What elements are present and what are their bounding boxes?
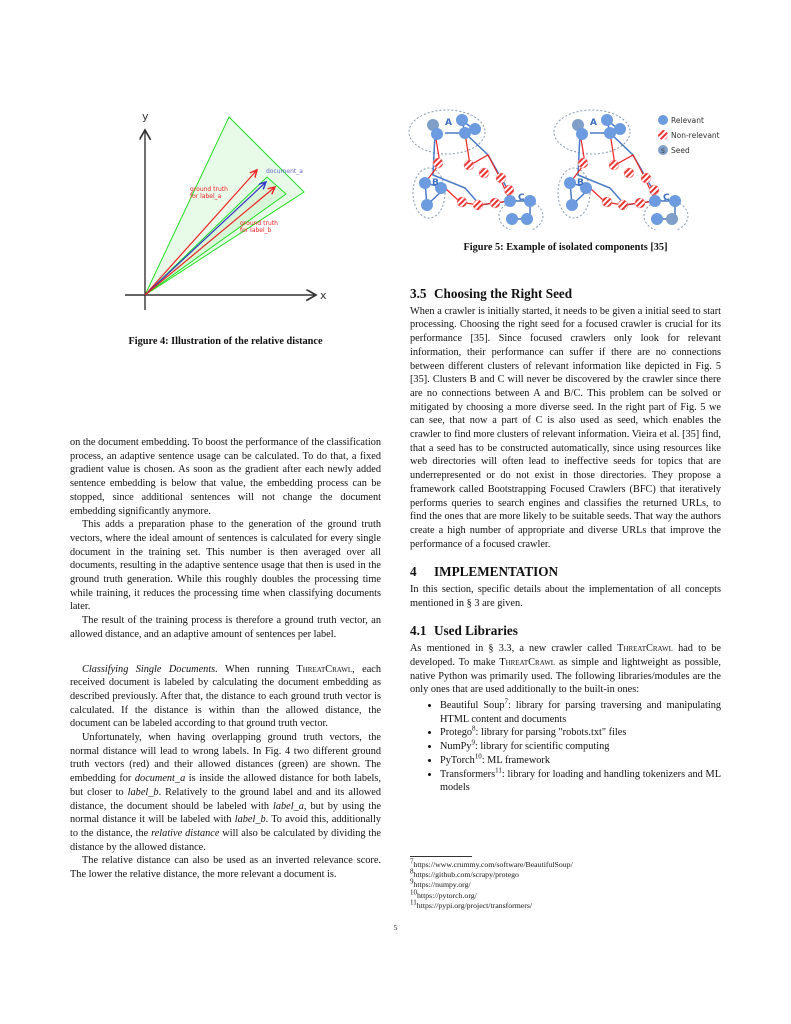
svg-text:C: C <box>518 193 525 203</box>
page-number: 5 <box>393 923 398 932</box>
svg-text:Relevant: Relevant <box>671 116 704 125</box>
svg-text:Seed: Seed <box>671 146 690 155</box>
svg-text:x: x <box>320 289 327 302</box>
list-item: • Beautiful Soup$^7$: library for parsing traversing and manipulating HTML content and documents <box>440 699 721 726</box>
section-heading: 4.1 Used Libraries <box>410 623 518 639</box>
svg-text:C: C <box>663 193 670 203</box>
section-heading: 4 IMPLEMENTATION <box>410 564 559 580</box>
library-list <box>410 699 721 795</box>
svg-text:for label_b: for label_b <box>240 227 272 234</box>
paragraph: In this section, specific details about the implementation of all concepts mentioned in § 3 are given. <box>410 584 721 609</box>
footnotes <box>410 857 721 911</box>
svg-text:for label_a: for label_a <box>190 193 222 200</box>
paragraph: The relative distance can also be used as an inverted relevance score. The lower the relative distance, the more relevant a document is. <box>70 855 381 881</box>
paragraph: As mentioned in § 3.3, a new crawler called ThreatCrawl had to be developed. To make ThreatCrawl as simple and lightweight as possible, native Python was primarily used. The following libraries/modules are the only ones that are used additionally to the built-in ones: <box>410 643 721 696</box>
list-item: • Protego$^8$: library for parsing "robots.txt" files <box>440 726 721 740</box>
list-item: • PyTorch$^{10}$: ML framework <box>440 754 721 768</box>
paragraph: on the document embedding. To boost the performance of the classification process, an adaptive sentence usage can be calculated. To do that, a fixed gradient value is chosen. As soon as the gradient after each newly added sentence embedding is below that value, the embedding process can be stopped, since additional sentences will not change the document embedding significantly anymore. <box>70 437 381 517</box>
figure-5-diagram <box>405 105 725 230</box>
figure-5-caption: Figure 5: Example of isolated components [35] <box>463 242 668 253</box>
left-column <box>70 436 381 882</box>
section-heading: 3.5 Choosing the Right Seed <box>410 286 573 301</box>
paragraph: The result of the training process is therefore a ground truth vector, an allowed distance, and an adaptive amount of sentences per label. <box>70 615 381 640</box>
svg-text:S: S <box>661 148 665 155</box>
svg-text:B: B <box>432 178 439 188</box>
figure-5-legend <box>658 115 720 155</box>
footnote: $^7$https://www.crummy.com/software/BeautifulSoup/ <box>410 857 573 869</box>
footnote: $^9$https://numpy.org/ <box>410 877 471 890</box>
svg-text:B: B <box>577 178 584 188</box>
paragraph: When a crawler is initially started, it needs to be given a initial seed to start processing. Choosing the right seed for a focused crawler is crucial for its performance [35]. Since focused crawlers only look for relevant information, their performance can suffer if there are no connections between different clusters of relevant information like depicted in Fig. 5 [35]. Clusters B and C will never be discovered by the crawler since there are no connections between A and B/C. This problem can be solved or mitigated by choosing a more diverse seed. In the right part of Fig. 5 we can see, that now a part of C is also used as seed, which enables the crawler to find more clusters of relevant information. Vieira et al. [35] find, that a seed has to be constructed automatically, since using resources like web directories will often lead to ineffective seeds for topics that are underrepresented or do not exist in those directories. They propose a framework called Bootstrapping Focused Crawlers (BFC) that iteratively performs queries to search engines and classifies the returned URLs, to find the ones that are more likely to be suitable seeds. That way the authors create a high number of appropriate and diverse URLs that improve the performance of a focused crawler. <box>410 305 721 550</box>
svg-text:A: A <box>590 118 597 128</box>
paragraph: This adds a preparation phase to the generation of the ground truth vectors, where the ideal amount of sentences is calculated for every single document in the training set. This number is then averaged over all documents, resulting in the adaptive sentence usage that then is used in the ground truth generation. While this roughly doubles the processing time while training, it reduces the processing time when classifying documents later. <box>70 519 381 613</box>
svg-text:A: A <box>445 118 452 128</box>
footnote-divider <box>410 856 472 857</box>
footnote: $^{10}$https://pytorch.org/ <box>410 888 477 900</box>
list-item: • NumPy$^9$: library for scientific computing <box>440 740 721 754</box>
footnote: $^8$https://github.com/scrapy/protego <box>410 867 519 880</box>
footnote-link[interactable]: https://numpy.org/ <box>413 880 471 890</box>
list-item: • Transformers$^{11}$: library for loading and handling tokenizers and ML models <box>440 768 721 795</box>
svg-text:document_a: document_a <box>266 168 303 175</box>
paragraph: Unfortunately, when having overlapping ground truth vectors, the normal distance will lead to wrong labels. In Fig. 4 two different ground truth vectors (red) and their allowed distances (green) are shown. The embedding for document_a is inside the allowed distance for both labels, but closer to label_b. Relatively to the ground label and and its allowed distance, the document should be labeled with label_a, but by using the normal distance it will be labeled with label_b. To avoid this, additionally to the distance, the relative distance will also be calculated by dividing the distance by the allowed distance. <box>70 732 382 853</box>
right-column <box>410 287 721 795</box>
svg-text:Non-relevant: Non-relevant <box>671 131 720 140</box>
svg-text:ground truth: ground truth <box>240 220 278 227</box>
footnote-link[interactable]: https://www.crummy.com/software/BeautifulSoup/ <box>413 860 573 869</box>
svg-text:y: y <box>142 110 149 123</box>
figure-4-diagram <box>120 105 340 310</box>
svg-text:ground truth: ground truth <box>190 186 228 193</box>
footnote-link[interactable]: https://pypi.org/project/transformers/ <box>416 900 533 910</box>
footnote-link[interactable]: https://pytorch.org/ <box>417 890 477 900</box>
paragraph: Classifying Single Documents. When running ThreatCrawl, each received document is labeled by calculating the document embedding as described previously. After that, the distance to each ground truth vector is calculated. If the distance is within than the allowed distance, the document can be labeled according to that ground truth vector. <box>70 663 381 730</box>
figure-4-caption: Figure 4: Illustration of the relative distance <box>128 336 323 347</box>
footnote: $^{11}$https://pypi.org/project/transformers/ <box>410 898 533 910</box>
footnote-link[interactable]: https://github.com/scrapy/protego <box>413 870 519 880</box>
